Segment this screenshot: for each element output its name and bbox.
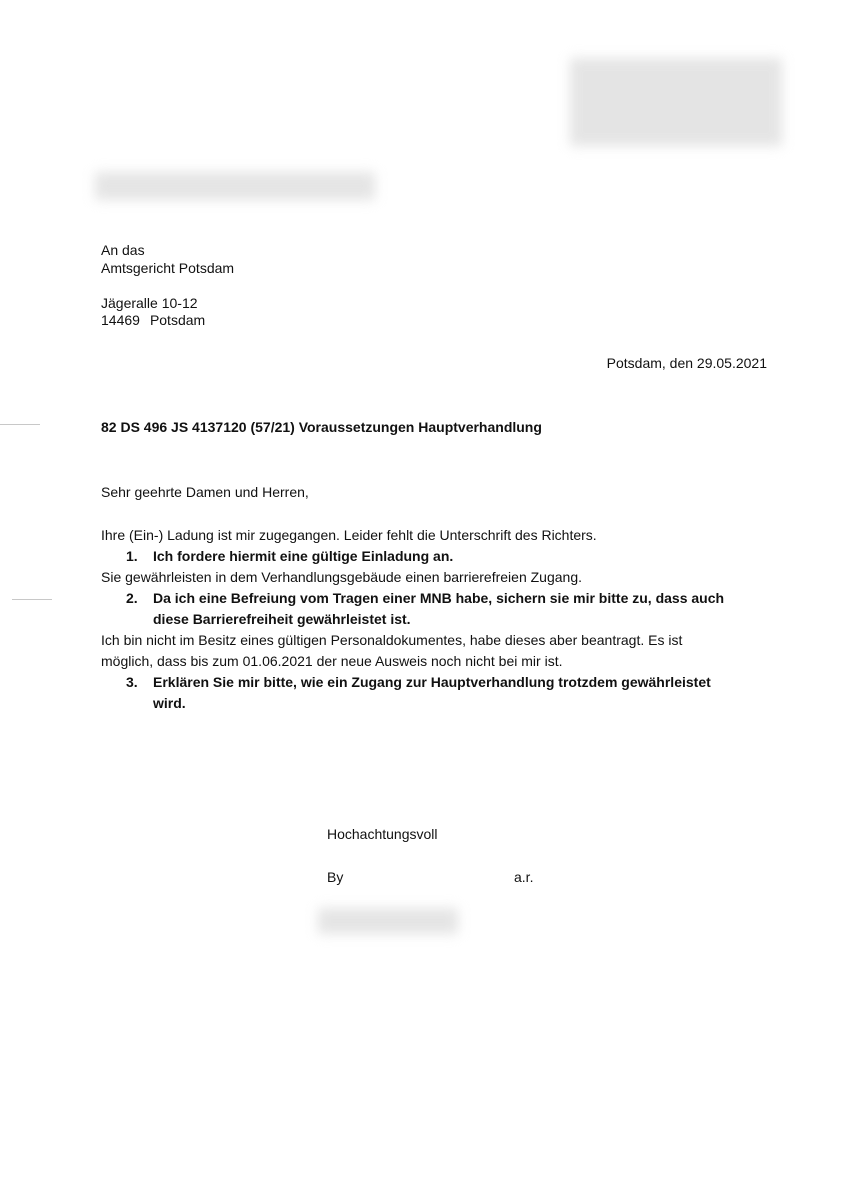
list-item-2	[101, 588, 781, 630]
salutation: Sehr geehrte Damen und Herren,	[101, 484, 309, 500]
recipient-postcode: 14469	[101, 312, 140, 328]
redacted-sender-line	[95, 172, 375, 200]
fold-mark	[0, 424, 40, 425]
date-line: Potsdam, den 29.05.2021	[606, 355, 767, 371]
paragraph-2: Sie gewährleisten in dem Verhandlungsgebäude einen barrierefreien Zugang.	[101, 569, 582, 585]
list-number-1: 1.	[126, 548, 138, 564]
list-text-1: Ich fordere hiermit eine gültige Einladung an.	[153, 548, 454, 564]
list-text-2-line2: diese Barrierefreiheit gewährleistet ist.	[153, 611, 411, 627]
list-item-3	[101, 672, 781, 714]
punch-mark	[12, 599, 52, 600]
recipient-line1: An das	[101, 242, 145, 258]
list-number-2: 2.	[126, 590, 138, 606]
subject-line: 82 DS 496 JS 4137120 (57/21) Voraussetzungen Hauptverhandlung	[101, 419, 542, 435]
closing-greeting: Hochachtungsvoll	[327, 826, 438, 842]
redacted-sender-address	[570, 58, 782, 146]
recipient-address	[101, 240, 234, 331]
list-text-3-line2: wird.	[153, 695, 186, 711]
closing-ar: a.r.	[514, 869, 534, 885]
redacted-signature-name	[318, 908, 458, 934]
list-text-3-line1: Erklären Sie mir bitte, wie ein Zugang zur Hauptverhandlung trotzdem gewährleistet	[153, 674, 711, 690]
recipient-line2: Amtsgericht Potsdam	[101, 260, 235, 276]
recipient-city: Potsdam	[149, 312, 206, 328]
paragraph-3-line2: möglich, dass bis zum 01.06.2021 der neue Ausweis noch nicht bei mir ist.	[101, 653, 563, 669]
recipient-street: Jägeralle 10-12	[101, 295, 198, 311]
list-number-3: 3.	[126, 674, 138, 690]
paragraph-3-line1: Ich bin nicht im Besitz eines gültigen Personaldokumentes, habe dieses aber beantragt. Es ist	[101, 632, 683, 648]
closing-by: By	[327, 869, 344, 885]
letter-body	[101, 525, 781, 714]
list-text-2-line1: Da ich eine Befreiung vom Tragen einer MNB habe, sichern sie mir bitte zu, dass auch	[153, 590, 725, 606]
paragraph-1: Ihre (Ein-) Ladung ist mir zugegangen. Leider fehlt die Unterschrift des Richters.	[101, 527, 597, 543]
list-item-1	[101, 546, 781, 567]
recipient-city-line	[101, 310, 234, 331]
